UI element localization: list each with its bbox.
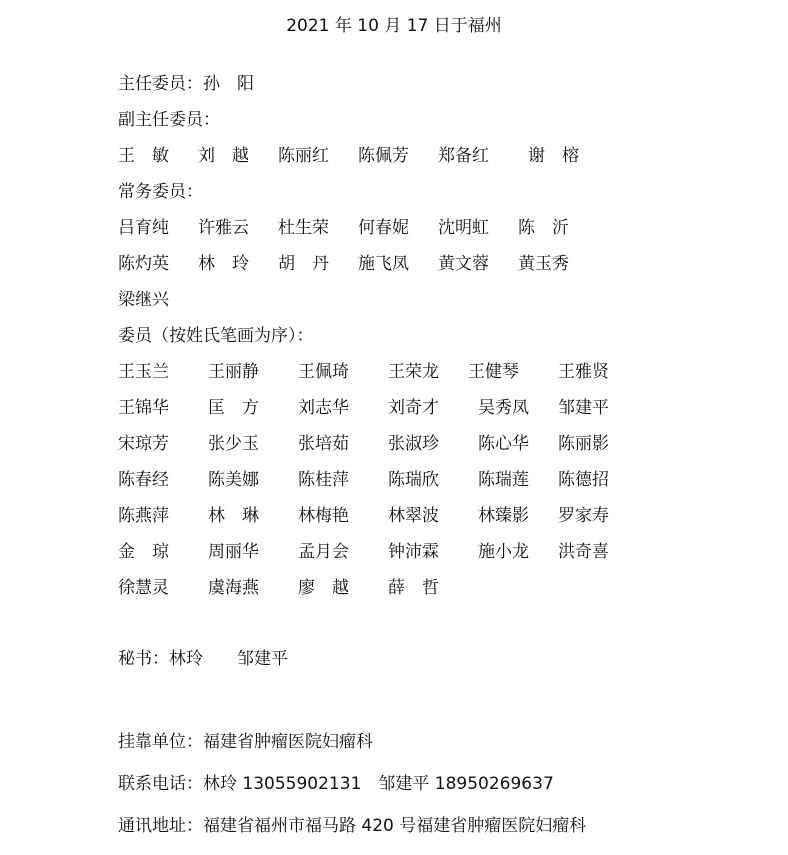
member-name: 林梅艳 bbox=[298, 506, 349, 526]
contact-phone-line: 联系电话：林玲 13055902131 邹建平 18950269637 bbox=[118, 774, 554, 794]
member-name: 陈美娜 bbox=[208, 470, 259, 490]
standing-member-name: 林 玲 bbox=[198, 254, 249, 274]
standing-member-name: 施飞凤 bbox=[358, 254, 409, 274]
secretary-line: 秘书：林玲 邹建平 bbox=[118, 649, 288, 669]
member-name: 刘奇才 bbox=[388, 398, 439, 418]
member-name: 王玉兰 bbox=[118, 362, 169, 382]
standing-member-name: 吕育纯 bbox=[118, 218, 169, 238]
chair-line: 主任委员：孙 阳 bbox=[118, 74, 254, 94]
member-name: 孟月会 bbox=[298, 542, 349, 562]
member-name: 王雅贤 bbox=[558, 362, 609, 382]
standing-member-name: 陈 沂 bbox=[518, 218, 569, 238]
member-name: 林臻影 bbox=[478, 506, 529, 526]
member-name: 薛 哲 bbox=[388, 578, 439, 598]
standing-member-name: 许雅云 bbox=[198, 218, 249, 238]
member-name: 王丽静 bbox=[208, 362, 259, 382]
member-name: 王健琴 bbox=[468, 362, 519, 382]
member-name: 陈桂萍 bbox=[298, 470, 349, 490]
member-name: 王锦华 bbox=[118, 398, 169, 418]
members-heading: 委员（按姓氏笔画为序）： bbox=[118, 326, 314, 346]
member-name: 施小龙 bbox=[478, 542, 529, 562]
member-name: 张淑珍 bbox=[388, 434, 439, 454]
member-name: 徐慧灵 bbox=[118, 578, 169, 598]
vice-chair-name: 陈佩芳 bbox=[358, 146, 409, 166]
member-name: 张培茹 bbox=[298, 434, 349, 454]
standing-member-name: 陈灼英 bbox=[118, 254, 169, 274]
member-name: 王佩琦 bbox=[298, 362, 349, 382]
member-name: 金 琼 bbox=[118, 542, 169, 562]
member-name: 张少玉 bbox=[208, 434, 259, 454]
member-name: 林翠波 bbox=[388, 506, 439, 526]
member-name: 陈燕萍 bbox=[118, 506, 169, 526]
vice-chair-name: 陈丽红 bbox=[278, 146, 329, 166]
member-name: 洪奇喜 bbox=[558, 542, 609, 562]
member-name: 陈丽影 bbox=[558, 434, 609, 454]
member-name: 邹建平 bbox=[558, 398, 609, 418]
date-line: 2021 年 10 月 17 日于福州 bbox=[286, 16, 502, 36]
standing-member-name: 梁继兴 bbox=[118, 290, 169, 310]
standing-member-name: 杜生荣 bbox=[278, 218, 329, 238]
member-name: 罗家寿 bbox=[558, 506, 609, 526]
standing-member-name: 黄文蓉 bbox=[438, 254, 489, 274]
vice-chair-name: 郑备红 bbox=[438, 146, 489, 166]
member-name: 宋琼芳 bbox=[118, 434, 169, 454]
standing-member-name: 胡 丹 bbox=[278, 254, 329, 274]
member-name: 吴秀凤 bbox=[478, 398, 529, 418]
member-name: 王荣龙 bbox=[388, 362, 439, 382]
member-name: 陈春经 bbox=[118, 470, 169, 490]
member-name: 陈瑞欣 bbox=[388, 470, 439, 490]
member-name: 陈德招 bbox=[558, 470, 609, 490]
standing-member-name: 黄玉秀 bbox=[518, 254, 569, 274]
affiliation-line: 挂靠单位：福建省肿瘤医院妇瘤科 bbox=[118, 732, 373, 752]
member-name: 陈瑞莲 bbox=[478, 470, 529, 490]
standing-member-name: 沈明虹 bbox=[438, 218, 489, 238]
address-line: 通讯地址：福建省福州市福马路 420 号福建省肿瘤医院妇瘤科 bbox=[118, 816, 587, 836]
standing-member-name: 何春妮 bbox=[358, 218, 409, 238]
member-name: 廖 越 bbox=[298, 578, 349, 598]
vice-chair-name: 谢 榕 bbox=[528, 146, 579, 166]
member-name: 周丽华 bbox=[208, 542, 259, 562]
member-name: 虞海燕 bbox=[208, 578, 259, 598]
member-name: 匡 方 bbox=[208, 398, 259, 418]
vice-chair-name: 刘 越 bbox=[198, 146, 249, 166]
member-name: 钟沛霖 bbox=[388, 542, 439, 562]
vice-chair-name: 王 敏 bbox=[118, 146, 169, 166]
vice-chair-heading: 副主任委员： bbox=[118, 110, 220, 130]
member-name: 陈心华 bbox=[478, 434, 529, 454]
standing-heading: 常务委员： bbox=[118, 182, 203, 202]
member-name: 林 琳 bbox=[208, 506, 259, 526]
member-name: 刘志华 bbox=[298, 398, 349, 418]
